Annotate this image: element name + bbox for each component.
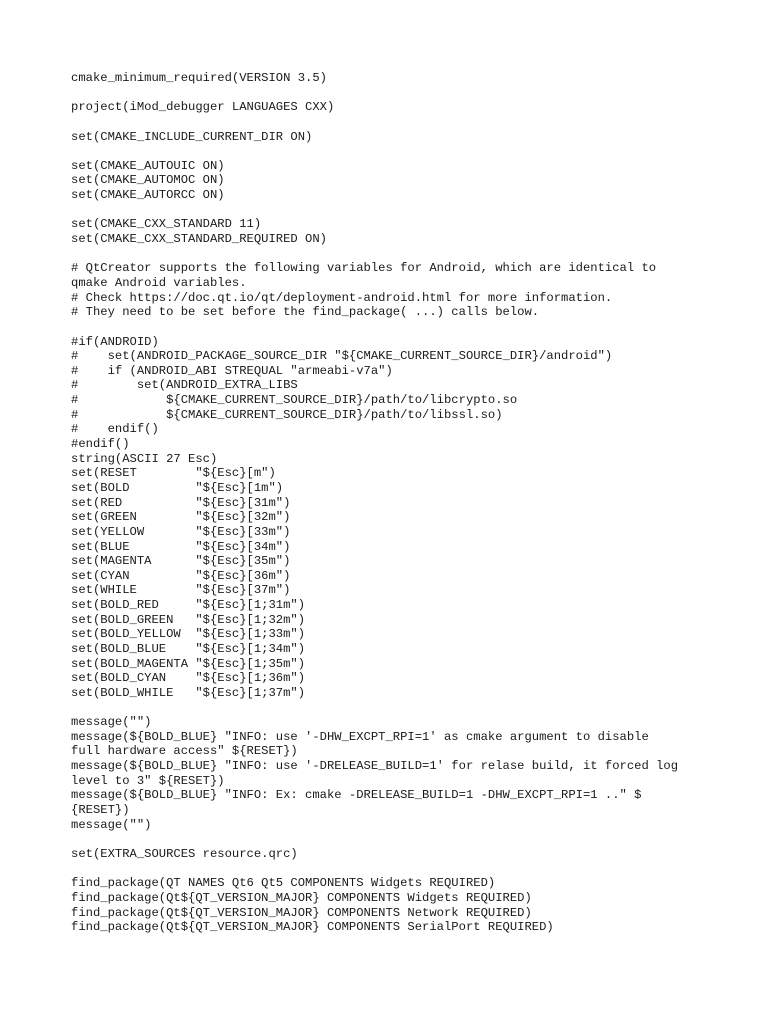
code-line: # set(ANDROID_PACKAGE_SOURCE_DIR "${CMAKE_CURRENT_SOURCE_DIR}/android"): [71, 349, 613, 364]
code-line: set(BOLD_RED "${Esc}[1;31m"): [71, 598, 306, 613]
code-line: string(ASCII 27 Esc): [71, 451, 218, 466]
code-line: message(""): [71, 715, 152, 730]
code-line: set(CMAKE_AUTORCC ON): [71, 188, 225, 203]
code-line: [71, 320, 738, 335]
code-line: message(${BOLD_BLUE} "INFO: use '-DRELEASE_BUILD=1' for relase build, it forced log: [71, 759, 679, 774]
code-line: # if (ANDROID_ABI STREQUAL "armeabi-v7a"): [71, 363, 393, 378]
code-line: [71, 247, 738, 262]
code-line: set(GREEN "${Esc}[32m"): [71, 510, 291, 525]
code-line: set(YELLOW "${Esc}[33m"): [71, 524, 291, 539]
code-line: set(WHILE "${Esc}[37m"): [71, 583, 291, 598]
code-line: project(iMod_debugger LANGUAGES CXX): [71, 100, 335, 115]
code-line: [71, 144, 738, 159]
code-line: level to 3" ${RESET}): [71, 773, 225, 788]
code-line: message(${BOLD_BLUE} "INFO: Ex: cmake -DRELEASE_BUILD=1 -DHW_EXCPT_RPI=1 .." $: [71, 788, 642, 803]
code-line: # ${CMAKE_CURRENT_SOURCE_DIR}/path/to/libssl.so): [71, 407, 503, 422]
code-line: set(CMAKE_CXX_STANDARD 11): [71, 217, 262, 232]
code-line: set(CMAKE_AUTOUIC ON): [71, 158, 225, 173]
code-line: full hardware access" ${RESET}): [71, 744, 298, 759]
code-line: set(EXTRA_SOURCES resource.qrc): [71, 846, 298, 861]
code-line: set(BLUE "${Esc}[34m"): [71, 539, 291, 554]
code-line: {RESET}): [71, 803, 130, 818]
code-line: # They need to be set before the find_package( ...) calls below.: [71, 305, 540, 320]
code-line: set(RESET "${Esc}[m"): [71, 466, 276, 481]
code-line: find_package(Qt${QT_VERSION_MAJOR} COMPONENTS SerialPort REQUIRED): [71, 920, 554, 935]
code-line: [71, 115, 738, 130]
code-line: # QtCreator supports the following variables for Android, which are identical to: [71, 261, 657, 276]
code-line: set(BOLD_BLUE "${Esc}[1;34m"): [71, 641, 306, 656]
code-line: [71, 862, 738, 877]
code-line: set(MAGENTA "${Esc}[35m"): [71, 554, 291, 569]
code-line: find_package(Qt${QT_VERSION_MAJOR} COMPONENTS Network REQUIRED): [71, 905, 532, 920]
code-line: #endif(): [71, 437, 130, 452]
code-line: message(""): [71, 817, 152, 832]
code-line: [71, 832, 738, 847]
code-line: set(BOLD_GREEN "${Esc}[1;32m"): [71, 612, 306, 627]
code-line: set(BOLD_CYAN "${Esc}[1;36m"): [71, 671, 306, 686]
code-line: qmake Android variables.: [71, 275, 247, 290]
code-line: cmake_minimum_required(VERSION 3.5): [71, 71, 327, 85]
code-line: # endif(): [71, 422, 159, 437]
code-line: [71, 203, 738, 218]
code-line: [71, 701, 738, 716]
code-line: set(BOLD_WHILE "${Esc}[1;37m"): [71, 685, 306, 700]
code-line: set(BOLD_MAGENTA "${Esc}[1;35m"): [71, 656, 306, 671]
code-line: # set(ANDROID_EXTRA_LIBS: [71, 378, 298, 393]
code-line: [71, 86, 738, 101]
code-line: # ${CMAKE_CURRENT_SOURCE_DIR}/path/to/libcrypto.so: [71, 393, 518, 408]
code-line: set(CMAKE_AUTOMOC ON): [71, 173, 225, 188]
code-line: set(CYAN "${Esc}[36m"): [71, 568, 291, 583]
code-block: [71, 71, 738, 935]
code-line: set(BOLD_YELLOW "${Esc}[1;33m"): [71, 627, 306, 642]
code-line: #if(ANDROID): [71, 334, 159, 349]
code-line: set(BOLD "${Esc}[1m"): [71, 480, 284, 495]
code-line: find_package(Qt${QT_VERSION_MAJOR} COMPONENTS Widgets REQUIRED): [71, 890, 532, 905]
code-line: set(CMAKE_CXX_STANDARD_REQUIRED ON): [71, 232, 327, 247]
code-line: set(RED "${Esc}[31m"): [71, 495, 291, 510]
document-page: [71, 71, 738, 935]
code-line: message(${BOLD_BLUE} "INFO: use '-DHW_EXCPT_RPI=1' as cmake argument to disable: [71, 729, 649, 744]
code-line: find_package(QT NAMES Qt6 Qt5 COMPONENTS Widgets REQUIRED): [71, 876, 496, 891]
code-line: # Check https://doc.qt.io/qt/deployment-android.html for more information.: [71, 290, 613, 305]
code-line: set(CMAKE_INCLUDE_CURRENT_DIR ON): [71, 129, 313, 144]
